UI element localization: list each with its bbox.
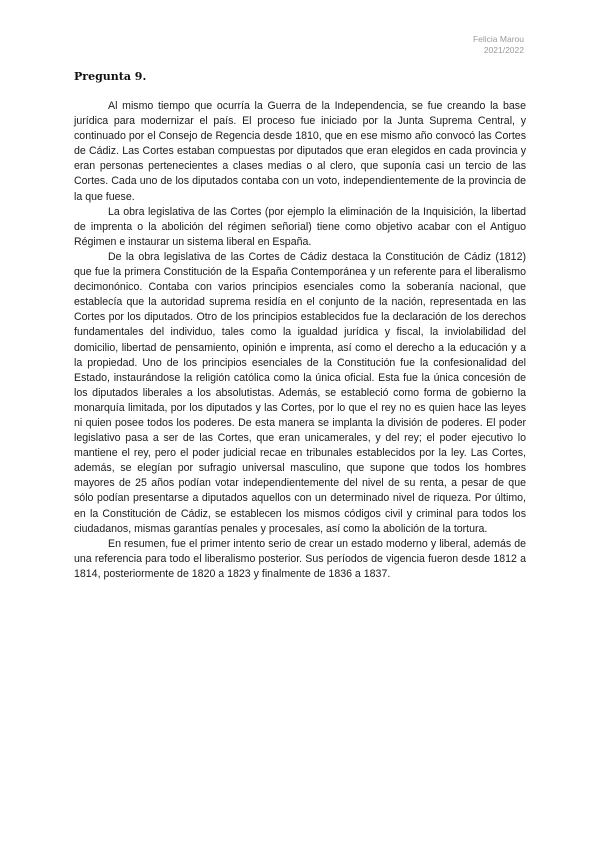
document-body <box>74 99 526 582</box>
paragraph: La obra legislativa de las Cortes (por ejemplo la eliminación de la Inquisición, la libertad de imprenta o la abolición del régimen señorial) tiene como objetivo acabar con el Antiguo Régimen e instaurar un sistema liberal en España. <box>74 205 526 248</box>
paragraph: De la obra legislativa de las Cortes de Cádiz destaca la Constitución de Cádiz (1812) que fue la primera Constitución de la España Contemporánea y un referente para el liberalismo decimonónico. Contaba con varios principios esenciales como la soberanía nacional, que establecía que la autoridad suprema residía en el conjunto de la nación, representada en las Cortes por los diputados. Otro de los principios establecidos fue la declaración de los derechos fundamentales del individuo, tales como la igualdad jurídica y fiscal, la inviolabilidad del domicilio, libertad de pensamiento, opinión e imprenta, así como el derecho a la educación y a la propiedad. Uno de los principios esenciales de la Constitución fue la confesionalidad del Estado, instaurándose la religión católica como la única oficial. Esta fue la única concesión de los diputados liberales a los absolutistas. Además, se estableció como forma de gobierno la monarquía limitada, por los diputados y las Cortes, por lo que el rey no es quien hace las leyes ni quien posee todos los poderes. De esta manera se implanta la división de poderes. El poder legislativo pasa a ser de las Cortes, que eran unicamerales, y del rey; el poder ejecutivo lo mantiene el rey, pero el poder judicial recae en tribunales establecidos por la ley. Las Cortes, además, se elegían por sufragio universal masculino, que supone que todos los hombres mayores de 25 años podían votar independientemente del nivel de su renta, a pesar de que sólo podían presentarse a diputados aquellos con un determinado nivel de riqueza. Por último, en la Constitución de Cádiz, se establecen los mismos códigos civil y criminal para todos los ciudadanos, mismas garantías penales y procesales, así como la abolición de la tortura. <box>74 250 526 535</box>
paragraph: En resumen, fue el primer intento serio de crear un estado moderno y liberal, además de una referencia para todo el liberalismo posterior. Sus períodos de vigencia fueron desde 1812 a 1814, posteriormente de 1820 a 1823 y finalmente de 1836 a 1837. <box>74 537 526 580</box>
header-year: 2021/2022 <box>483 45 524 55</box>
paragraph: Al mismo tiempo que ocurría la Guerra de la Independencia, se fue creando la base jurídica para modernizar el país. El proceso fue iniciado por la Junta Suprema Central, y continuado por el Consejo de Regencia desde 1810, que en ese mismo año convocó las Cortes de Cádiz. Las Cortes estaban compuestas por diputados que eran elegidos en cada provincia y eran personas pertenecientes a clases medias o al clero, que suponía casi un tercio de las Cortes. Cada uno de los diputados contaba con un voto, independientemente de la provincia de la que fuese. <box>74 100 526 203</box>
page-header <box>473 34 524 56</box>
question-title: Pregunta 9. <box>74 70 147 83</box>
header-author: Felicia Marou <box>472 34 524 44</box>
